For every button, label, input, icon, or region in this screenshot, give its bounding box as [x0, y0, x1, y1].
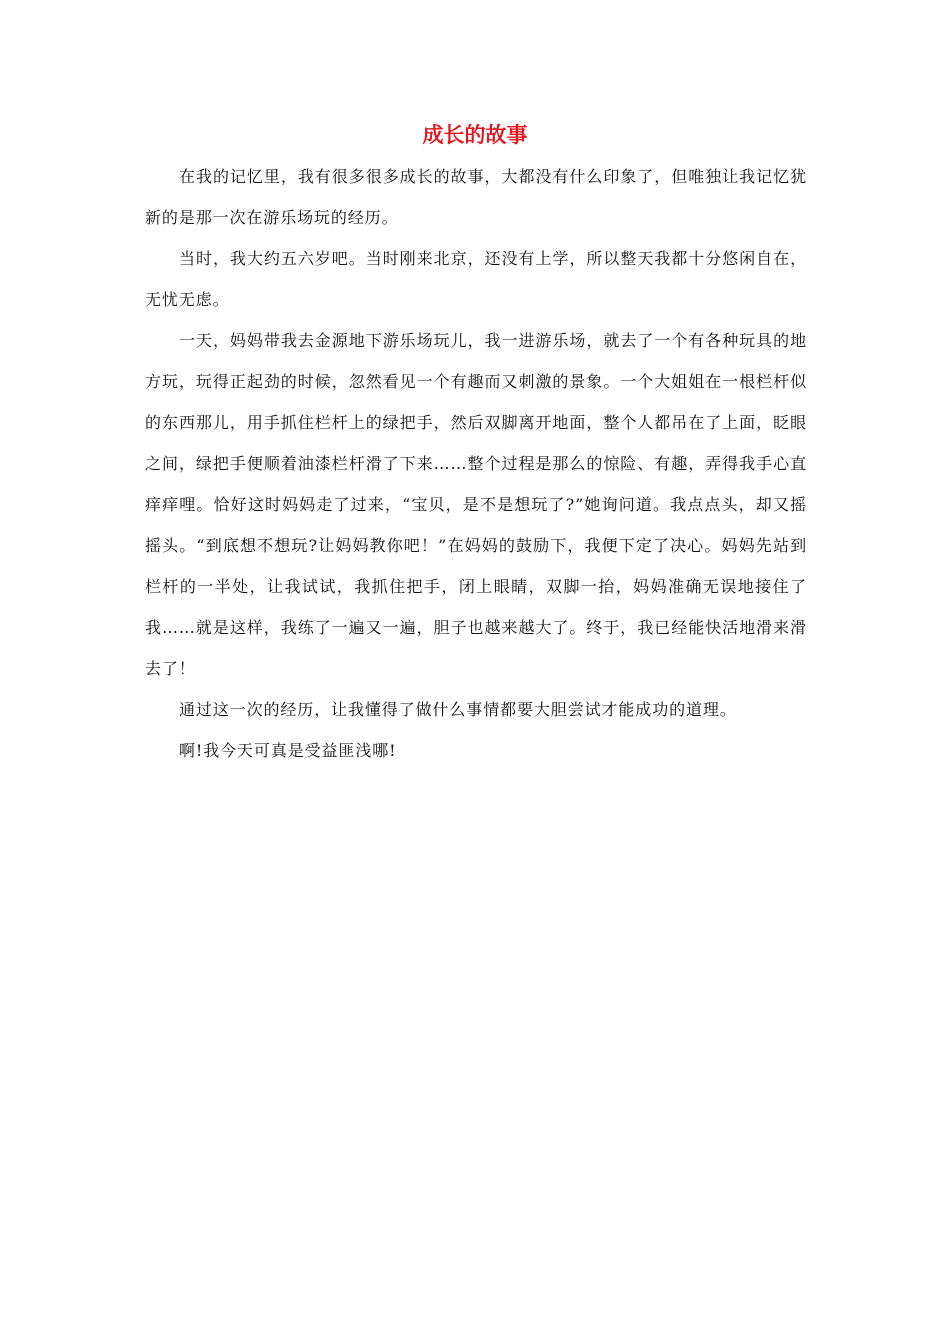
- paragraph-2: 当时，我大约五六岁吧。当时刚来北京，还没有上学，所以整天我都十分悠闲自在，无忧无虑。: [145, 249, 807, 309]
- paragraph-1: 在我的记忆里，我有很多很多成长的故事，大都没有什么印象了，但唯独让我记忆犹新的是那一次在游乐场玩的经历。: [145, 167, 807, 227]
- document-body: [145, 156, 807, 771]
- document-title: 成长的故事: [422, 123, 528, 147]
- paragraph-5: 啊!我今天可真是受益匪浅哪!: [179, 741, 397, 760]
- paragraph-4: 通过这一次的经历，让我懂得了做什么事情都要大胆尝试才能成功的道理。: [179, 700, 737, 719]
- paragraph-3: 一天，妈妈带我去金源地下游乐场玩儿，我一进游乐场，就去了一个有各种玩具的地方玩，玩得正起劲的时候，忽然看见一个有趣而又刺激的景象。一个大姐姐在一根栏杆似的东西那儿，用手抓住栏杆上的绿把手，然后双脚离开地面，整个人都吊在了上面，眨眼之间，绿把手便顺着油漆栏杆滑了下来……整个过程是那么的惊险、有趣，弄得我手心直痒痒哩。恰好这时妈妈走了过来，“宝贝，是不是想玩了?”她询问道。我点点头，却又摇摇头。“到底想不想玩?让妈妈教你吧！”在妈妈的鼓励下，我便下定了决心。妈妈先站到栏杆的一半处，让我试试，我抓住把手，闭上眼睛，双脚一抬，妈妈准确无误地接住了我……就是这样，我练了一遍又一遍，胆子也越来越大了。终于，我已经能快活地滑来滑去了！: [145, 331, 807, 678]
